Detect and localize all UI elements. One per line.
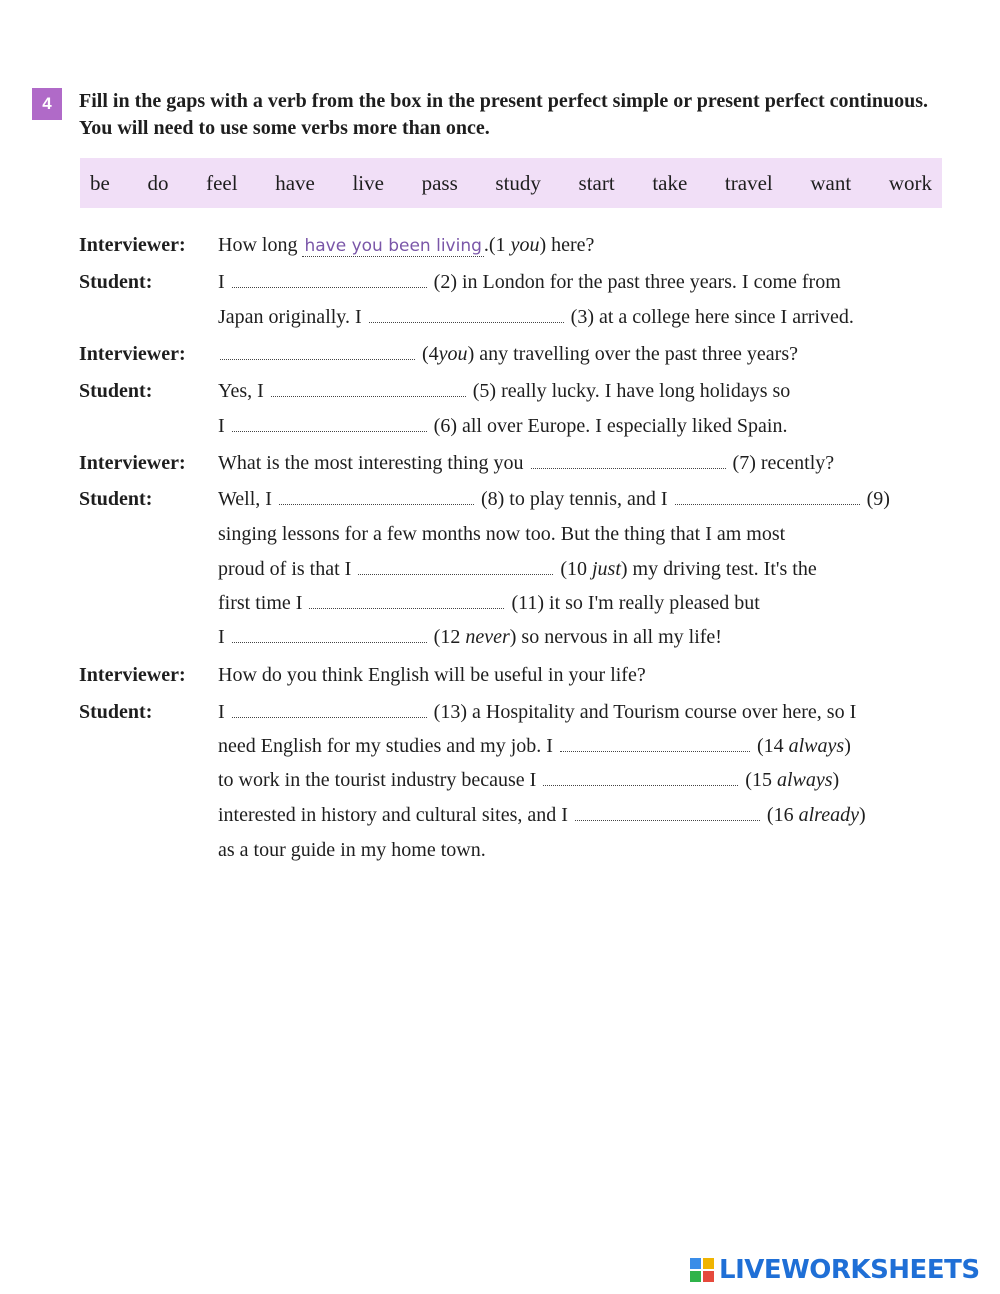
text: singing lessons for a few months now too. But the thing that I am most [218,523,786,545]
text: ) any travelling over the past three years? [467,343,798,365]
dialogue-line [218,306,854,329]
dialogue-line [218,804,866,827]
dialogue-line [218,523,785,546]
logo-mark-icon [690,1258,714,1282]
logo-square [703,1258,714,1269]
text: (16 [766,804,794,826]
word-box-item: do [147,170,169,195]
dialogue-line [218,626,722,649]
word-box-item: be [90,170,110,195]
text: .(1 [483,234,506,256]
word-box-item: want [810,170,852,195]
answer-field-4[interactable] [220,343,415,360]
text: Japan originally. I [218,306,362,328]
word-box-item: travel [724,170,773,195]
text: I [218,701,225,723]
answer-field-7[interactable] [531,452,726,469]
answer-field-11[interactable] [309,592,504,609]
answer-field-6[interactable] [232,415,427,432]
word-box [80,158,942,208]
text-italic: just [591,558,621,580]
text-italic: always [776,769,833,791]
liveworksheets-logo [690,1255,980,1285]
text: (11) it so I'm really pleased but [511,592,760,614]
word-box-item: take [652,170,688,195]
dialogue-line [218,701,856,724]
text: (14 [756,735,784,757]
dialogue-line [218,769,839,792]
answer-field-10[interactable] [358,558,553,575]
text: (6) all over Europe. I especially liked Spain. [433,415,788,437]
text: (2) in London for the past three years. I come from [433,271,841,293]
text: How long [218,234,298,256]
text: proud of is that I [218,558,352,580]
answer-field-14[interactable] [560,735,750,752]
text: to work in the tourist industry because I [218,769,537,791]
answer-field-2[interactable] [232,271,427,288]
text: ) my driving test. It's the [620,558,817,580]
text: (13) a Hospitality and Tourism course over here, so I [433,701,857,723]
exercise-instruction: Fill in the gaps with a verb from the box in the present perfect simple or present perfect continuous. You will need to use some verbs more than once. [79,90,929,139]
dialogue-line [218,488,890,511]
answer-field-15[interactable] [543,769,738,786]
answer-field-12[interactable] [232,626,427,643]
text: (5) really lucky. I have long holidays so [472,380,791,402]
text: (4 [422,343,439,365]
dialogue-line [218,735,851,758]
text: (15 [745,769,772,791]
answer-field-3[interactable] [369,306,564,323]
text: ) [858,804,866,826]
dialogue-line [218,839,486,862]
text: (3) at a college here since I arrived. [570,306,854,328]
logo-square [703,1271,714,1282]
word-box-item: study [495,170,541,195]
exercise-number-badge: 4 [32,88,62,120]
text-italic: never [465,626,510,648]
text: as a tour guide in my home town. [218,839,486,861]
text-italic: you [438,343,468,365]
text: (12 [433,626,461,648]
answer-field-1[interactable]: have you been living [304,236,482,256]
text: I [218,626,225,648]
text: I [218,415,225,437]
word-box-item: live [352,170,384,195]
dialogue-line [218,664,646,687]
word-box-item: work [888,170,932,195]
text: (9) [866,488,890,510]
logo-square [690,1258,701,1269]
logo-square [690,1271,701,1282]
word-box-item: feel [206,170,238,195]
dialogue-line [218,415,787,438]
text: (7) recently? [732,452,835,474]
speaker-interviewer: Interviewer: [79,234,186,256]
dialogue-line [218,452,834,475]
word-box-item: pass [421,170,458,195]
text: ) [832,769,840,791]
text: (8) to play tennis, and I [480,488,668,510]
text: ) here? [539,234,595,256]
text: Yes, I [218,380,264,402]
dialogue-line [218,271,841,294]
dialogue-line [218,592,760,615]
word-box-item: start [578,170,615,195]
dialogue-line [218,343,798,366]
text: ) [844,735,851,757]
text-italic: you [510,234,540,256]
speaker-student: Student: [79,271,153,293]
answer-field-5[interactable] [271,380,466,397]
text-italic: always [788,735,845,757]
speaker-student: Student: [79,701,153,723]
answer-field-8[interactable] [279,488,474,505]
answer-field-16[interactable] [575,804,760,821]
dialogue-line [218,234,594,257]
word-box-item: have [275,170,315,195]
text: How do you think English will be useful in your life? [218,664,646,686]
text: interested in history and cultural sites, and I [218,804,568,826]
text: (10 [560,558,587,580]
text: Well, I [218,488,272,510]
logo-text: LIVEWORKSHEETS [719,1255,980,1285]
text: What is the most interesting thing you [218,452,524,474]
text: first time I [218,592,303,614]
dialogue-line [218,558,817,581]
dialogue-line [218,380,790,403]
answer-field-13[interactable] [232,701,427,718]
answer-field-9[interactable] [675,488,860,505]
text: ) so nervous in all my life! [509,626,722,648]
speaker-student: Student: [79,488,153,510]
text: I [218,271,225,293]
speaker-interviewer: Interviewer: [79,664,186,686]
speaker-student: Student: [79,380,153,402]
text-italic: already [798,804,859,826]
text: need English for my studies and my job. I [218,735,553,757]
speaker-interviewer: Interviewer: [79,343,186,365]
speaker-interviewer: Interviewer: [79,452,186,474]
